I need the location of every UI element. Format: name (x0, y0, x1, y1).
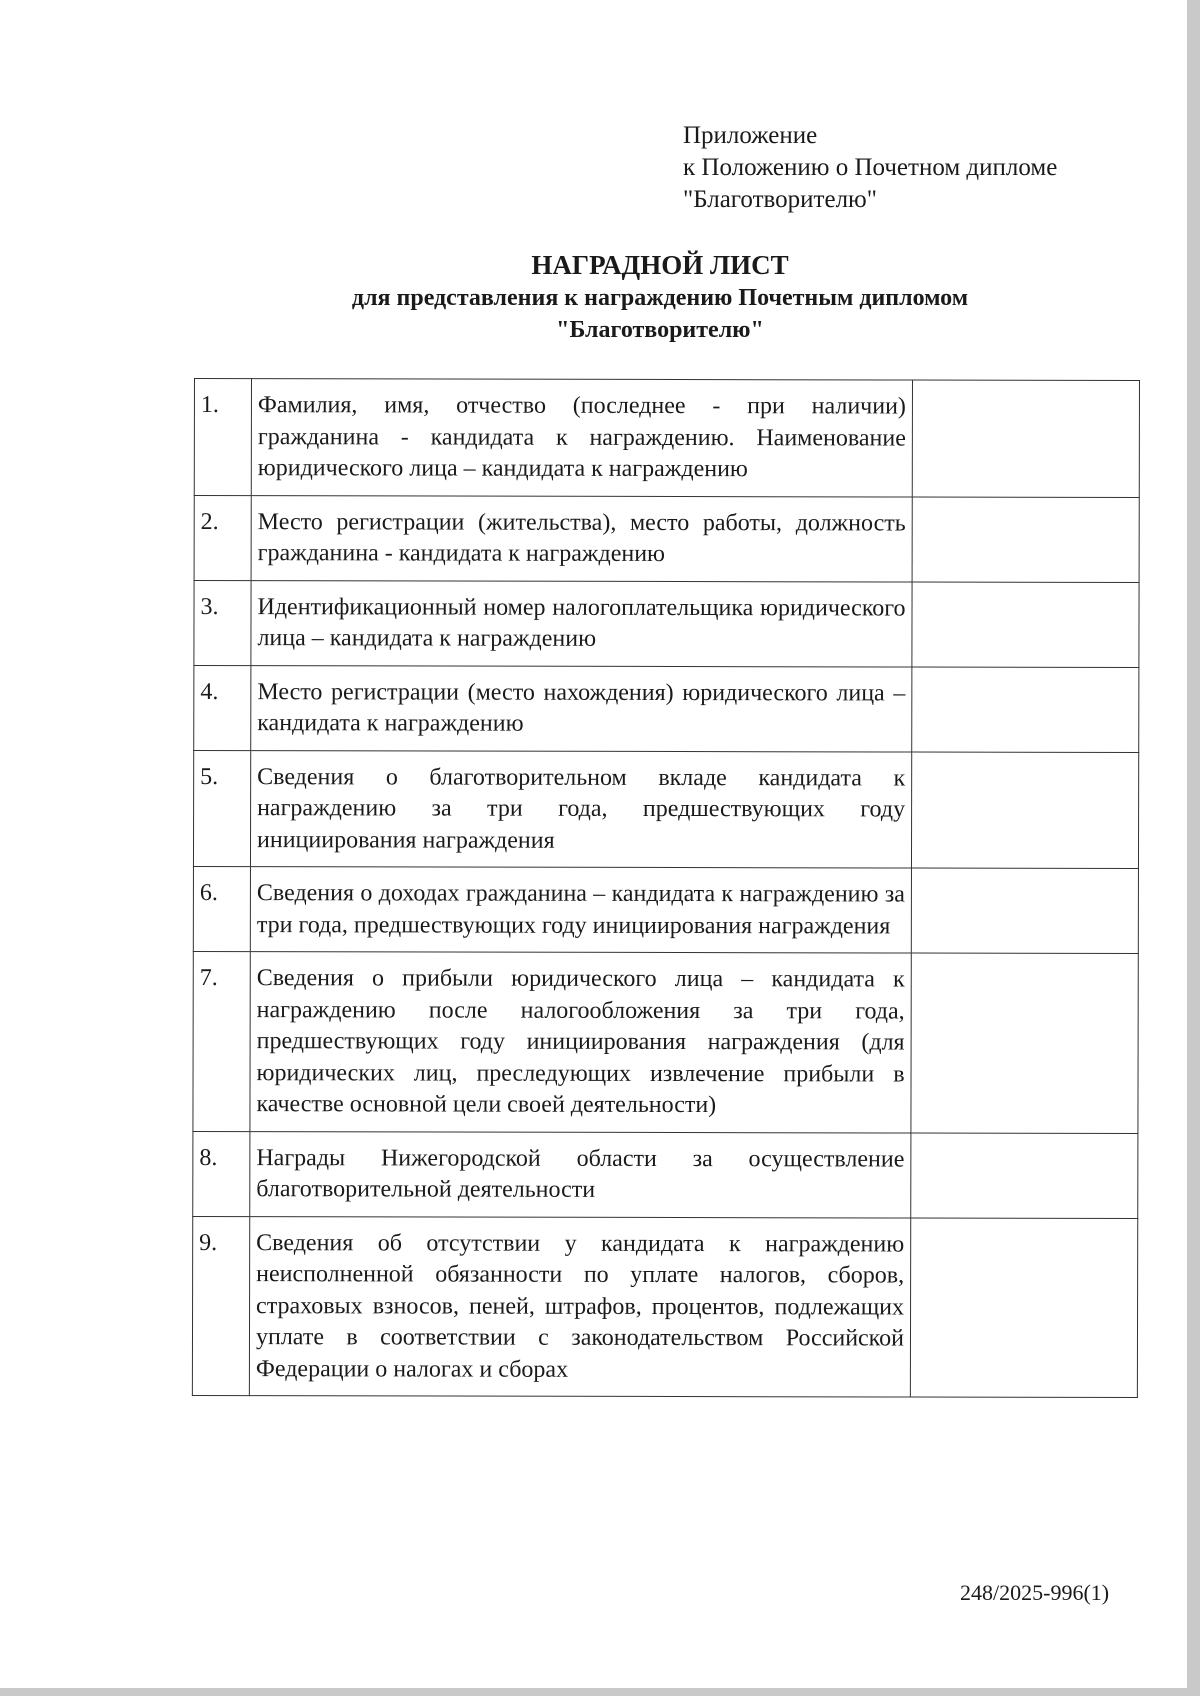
appendix-note (683, 120, 1057, 216)
table-row (194, 495, 1139, 582)
row-label: Сведения о доходах гражданина – кандидата к награждению за три года, предшествующих году инициирования награждения (250, 867, 911, 953)
table-row (192, 1216, 1137, 1397)
document-subtitle-line-1: для представления к награждению Почетным дипломом (351, 285, 969, 311)
row-value-cell (911, 752, 1138, 869)
row-number: 6. (193, 867, 250, 952)
row-value-cell (910, 1218, 1137, 1398)
appendix-line-2: к Положению о Почетном дипломе (683, 154, 1058, 181)
row-label: Награды Нижегородской области за осуществление благотворительной деятельности (250, 1131, 911, 1217)
row-value-cell (912, 667, 1139, 752)
document-subtitle-line-2: "Благотворителю" (556, 317, 764, 343)
appendix-line-1: Приложение (683, 122, 818, 149)
row-value-cell (912, 380, 1139, 497)
table-row (193, 750, 1138, 868)
row-number: 4. (194, 665, 251, 750)
row-label: Место регистрации (место нахождения) юридического лица – кандидата к награждению (251, 665, 912, 751)
table-row (193, 867, 1138, 954)
table-row (193, 1131, 1138, 1218)
row-label: Сведения о прибыли юридического лица – кандидата к награждению после налогообложения за три года, предшествующих году инициирования награждения (для юридических лиц, преследующих извлечение прибыли в качестве основной цели своей деятельности) (250, 952, 911, 1133)
row-number: 2. (194, 495, 251, 580)
table-row (194, 379, 1139, 497)
row-label: Сведения о благотворительном вкладе кандидата к награждению за три года, предшествующих году инициирования награждения (250, 750, 911, 868)
row-label: Идентификационный номер налогоплательщика юридического лица – кандидата к награждению (251, 580, 912, 666)
row-label: Место регистрации (жительства), место работы, должность гражданина - кандидата к награждению (251, 495, 912, 581)
document-title: НАГРАДНОЙ ЛИСТ (531, 250, 789, 280)
row-value-cell (912, 497, 1139, 582)
document-heading (200, 248, 1120, 346)
row-value-cell (911, 953, 1138, 1133)
table-row (194, 580, 1139, 667)
row-number: 8. (193, 1131, 250, 1216)
row-number: 1. (194, 379, 251, 496)
row-value-cell (911, 868, 1138, 953)
table-row (193, 951, 1138, 1132)
row-value-cell (911, 1133, 1138, 1218)
row-number: 3. (194, 580, 251, 665)
row-label: Сведения об отсутствии у кандидата к награждению неисполненной обязанности по уплате налогов, сборов, страховых взносов, пеней, штрафов, процентов, подлежащих уплате в соответствии с законодательством Российской Федерации о налогах и сборах (249, 1216, 910, 1397)
registration-number: 248/2025-996(1) (960, 1580, 1110, 1605)
table-row (194, 665, 1139, 752)
row-value-cell (912, 582, 1139, 667)
row-number: 5. (193, 750, 250, 867)
row-number: 7. (193, 951, 250, 1131)
appendix-line-3: "Благотворителю" (683, 186, 877, 213)
award-form-table (192, 378, 1140, 1398)
row-label: Фамилия, имя, отчество (последнее - при наличии) гражданина - кандидата к награждению. Наименование юридического лица – кандидата к награждению (251, 379, 912, 497)
row-number: 9. (192, 1216, 249, 1396)
